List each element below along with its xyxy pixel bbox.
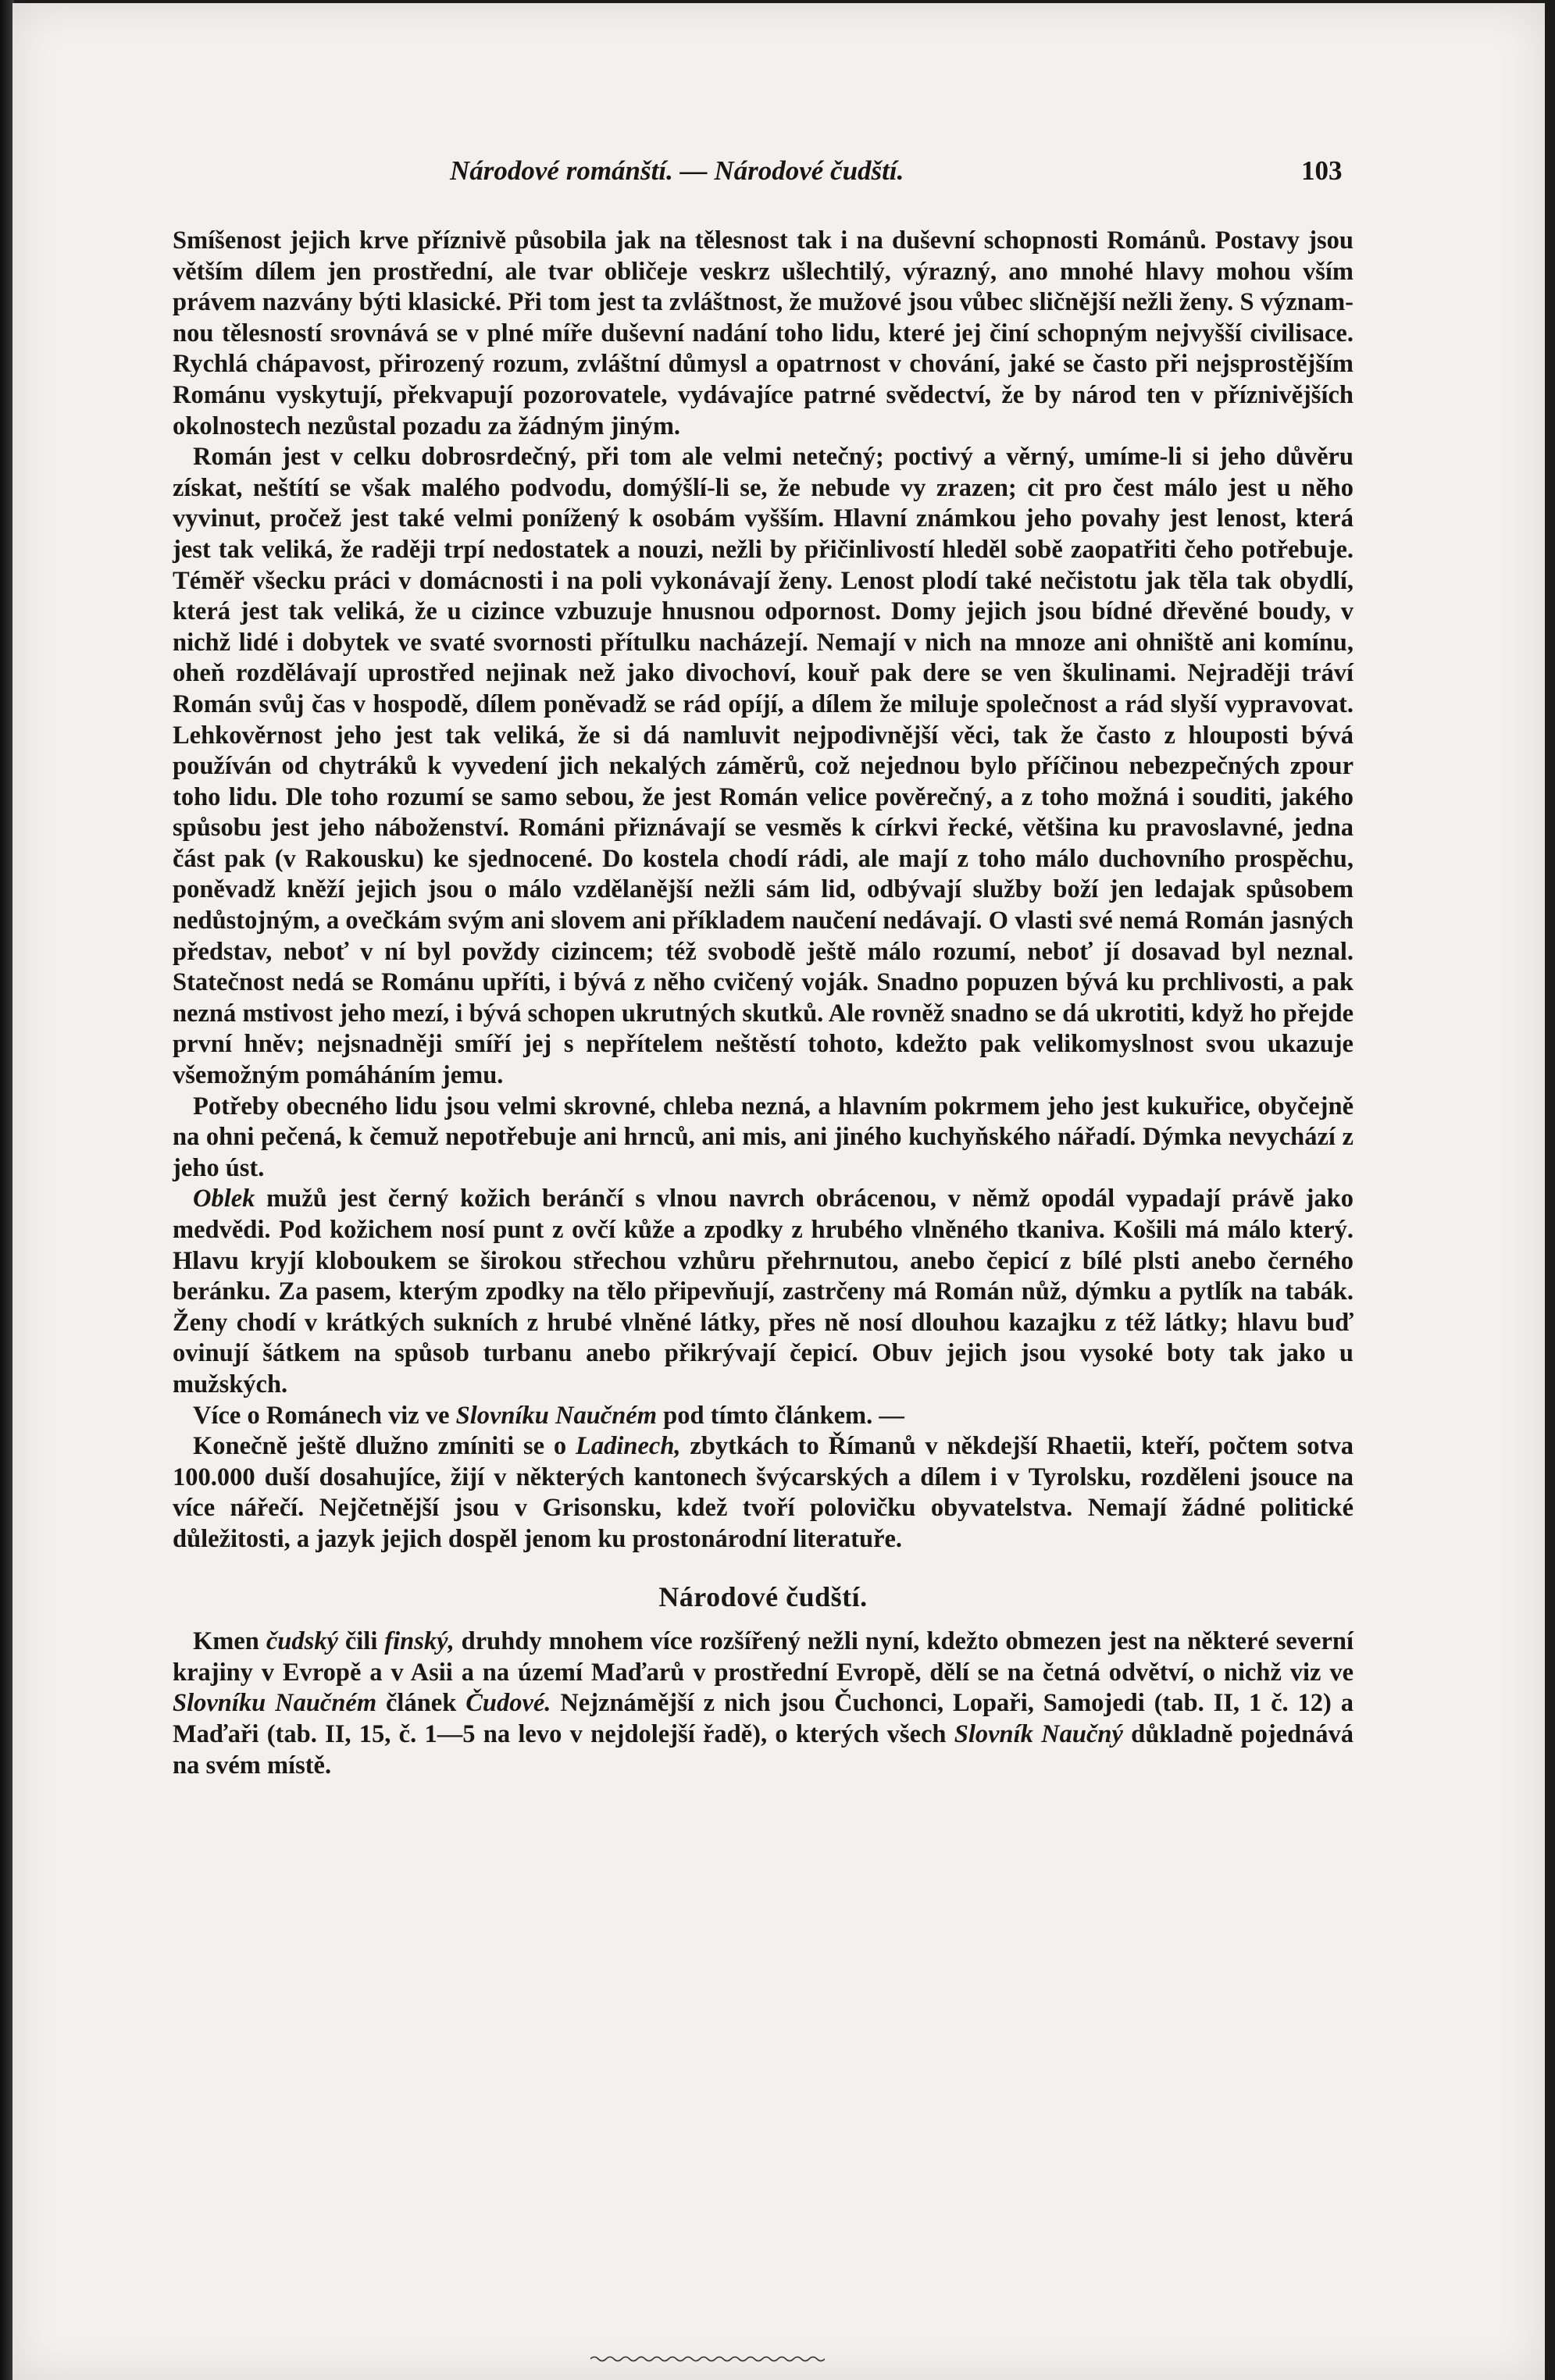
running-title: Národové románští. — Národové čudští. [450, 155, 904, 186]
italic-term: Ladinech, [576, 1432, 681, 1461]
italic-term: Slovník Naučný [954, 1719, 1123, 1748]
text-run: čili [337, 1627, 385, 1656]
wavy-rule-ornament [590, 2353, 825, 2364]
italic-term: Slovníku Naučném [173, 1689, 377, 1718]
page-number: 103 [1301, 155, 1343, 186]
body-text [173, 226, 1353, 1781]
section-heading: Národové čudští. [658, 1580, 868, 1612]
text-run: Román jest v celku dobrosrdečný, při tom ale velmi netečný; poctivý a věrný, umíme-li si jeho důvěru získat, neštítí se však malého podvodu, domýšlí-li se, že nebude vy zrazen; cit pro čest málo jest u něho vyvinut, pročež jest také velmi ponížený k osobám vyšším. Hlavní známkou jeho povahy jest lenost, která jest tak veliká, že raději trpí nedostatek a nouzi, nežli by přičinlivostí hleděl sobě zaopatřiti čeho potřebuje. Téměř všecku práci v domácnosti i na poli vykonávají ženy. Lenost plodí také nečistotu jak těla tak obydlí, která jest tak veliká, že u cizince vzbuzuje hnusnou odpornost. Domy jejich jsou bídné dřevěné boudy, v nichž lidé i dobytek ve svaté svornosti přítulku nacházejí. Nemají v nich na mnoze ani ohniště ani komínu, oheň rozdělávají uprostřed nejinak než jako divochoví, kouř pak dere se ven škulinami. Nejraději tráví Román svůj čas v hospodě, dílem poněvadž se rád opíjí, a dílem že miluje společnost a rád slyší vypravovat. Lehkověrnost jeho jest tak veliká, že si dá namluvit nejpodivnější věci, tak že často z hlouposti bývá používán od chytráků k vyvedení jich nekalých záměrů, což nejednou bylo příčinou nebezpečných zpour toho lidu. Dle toho rozumí se samo sebou, že jest Román velice pověrečný, a z toho možná i souditi, jakého spůsobu jest jeho náboženství. Románi přiznávají se vesměs k církvi řecké, většina ku pravoslavné, jedna část pak (v Rakousku) ke sjednocené. Do kostela chodí rádi, ale mají z toho málo duchovního prospěchu, poněvadž kněží jejich jsou o málo vzdělanější nežli sám lid, odbývají služby boží jen ledajak spůsobem nedůstojným, a ovečkám svým ani slovem ani příkladem naučení nedávají. O vlasti své nemá Román jasných představ, neboť v ní byl povždy cizincem; též svobodě ještě málo rozumí, neboť jí dosavad byl neznal. Statečnost nedá se Románu upříti, i bývá z něho cvičený voják. Snadno popuzen bývá ku prchlivosti, a pak nezná mstivost jeho mezí, i bývá schopen ukrutných skutků. Ale rovněž snadno se dá ukrotiti, když ho přejde první hněv; nejsnadněji smíří jej s nepřítelem neštěstí tohoto, kdežto pak velikomyslnost svou ukazuje všemožným pomáháním jemu. [173, 443, 1353, 1090]
chud-section [173, 1626, 1353, 1781]
paragraph [173, 442, 1353, 1091]
text-run: Více o Románech viz ve [193, 1401, 456, 1430]
text-run: Potřeby obecného lidu jsou velmi skrovné, chleba nezná, a hlavním pokrmem jeho jest kukuřice, obyčejně na ohni pečená, k čemuž nepotřebuje ani hrnců, ani mis, ani jiného kuchyňského nářadí. Dýmka nevychází z jeho úst. [173, 1092, 1353, 1182]
paragraph [173, 1092, 1353, 1185]
paragraph [173, 1401, 1353, 1432]
text-run: pod tímto článkem. — [657, 1401, 904, 1430]
romanian-section [173, 226, 1353, 1555]
italic-term: finský, [384, 1627, 455, 1656]
text-run: Kmen [193, 1627, 266, 1656]
paragraph [173, 1626, 1353, 1781]
italic-term: Oblek [193, 1185, 255, 1213]
book-page [12, 3, 1545, 2380]
italic-term: Slovníku Naučném [455, 1401, 657, 1430]
text-run: Smíšenost jejich krve příznivě působila jak na tělesnost tak i na duševní schopnosti Románů. Postavy jsou větším dílem jen prostřední, ale tvar obličeje veskrz ušlechtilý, výrazný, ano mnohé hlavy mohou vším právem nazvány býti klasické. Při tom jest ta zvláštnost, že mužové jsou vůbec sličnější nežli ženy. S významnou tělesností srovnává se v plné míře duševní nadání toho lidu, které jej činí schopným nejvyšší civilisace. Rychlá chápavost, přirozený rozum, zvláštní důmysl a opatrnost v chování, jaké se často při nejsprostějším Románu vyskytují, překvapují pozorovatele, vydávajíce patrné svědectví, že by národ ten v příznivějších okolnostech nezůstal pozadu za žádným jiným. [173, 226, 1353, 440]
page-header [12, 155, 1545, 202]
paragraph [173, 1431, 1353, 1555]
text-run: článek [376, 1689, 466, 1718]
paragraph [173, 226, 1353, 442]
text-run: Konečně ještě dlužno zmíniti se o [193, 1432, 576, 1461]
text-run: mužů jest černý kožich beránčí s vlnou navrch obrácenou, v němž opodál vypadají právě jako medvědi. Pod kožichem nosí punt z ovčí kůže a zpodky z hrubého vlněného tkaniva. Košili má málo který. Hlavu kryjí kloboukem se širokou střechou vzhůru přehrnutou, anebo čepicí z bílé plsti anebo černého beránku. Za pasem, kterým zpodky na tělo připevňují, zastrčeny má Román nůž, dýmku a pytlík na tabák. Ženy chodí v krátkých sukních z hrubé vlněné látky, přes ně nosí dlouhou kazajku z též látky; hlavu buď ovinují šátkem na spůsob turbanu anebo přikrývají čepicí. Obuv jejich jsou vysoké boty tak jako u mužských. [173, 1185, 1353, 1398]
italic-term: Čudové. [465, 1689, 551, 1718]
text-run: zbytkách to Římanů v někdejší Rhaetii, kteří, počtem sotva 100.000 duší dosahujíce, žijí v některých kantonech švýcarských a dílem i v Tyrolsku, rozděleni jsouce na více nářečí. Nejčetnější jsou v Grisonsku, kdež tvoří polovičku obyvatelstva. Nemají žádné politické důležitosti, a jazyk jejich dospěl jenom ku prostonárodní literatuře. [173, 1432, 1353, 1553]
text-run: druhdy mnohem více rozšířený nežli nyní, kdežto obmezen jest na některé severní krajiny v Evropě a v Asii a na území Maďarů v prostřední Evropě, dělí se na četná odvětví, o nichž viz ve [173, 1627, 1353, 1687]
italic-term: čudský [266, 1627, 338, 1656]
text-run: důkladně pojednává na svém místě. [173, 1719, 1353, 1780]
paragraph [173, 1184, 1353, 1400]
text-run: Nejznámější z nich jsou Čuchonci, Lopaři, Samojedi (tab. II, 1 č. 12) a Maďaři (tab. II, 15, č. 1—5 na levo v nejdolejší řadě), o kterých všech [173, 1689, 1353, 1748]
